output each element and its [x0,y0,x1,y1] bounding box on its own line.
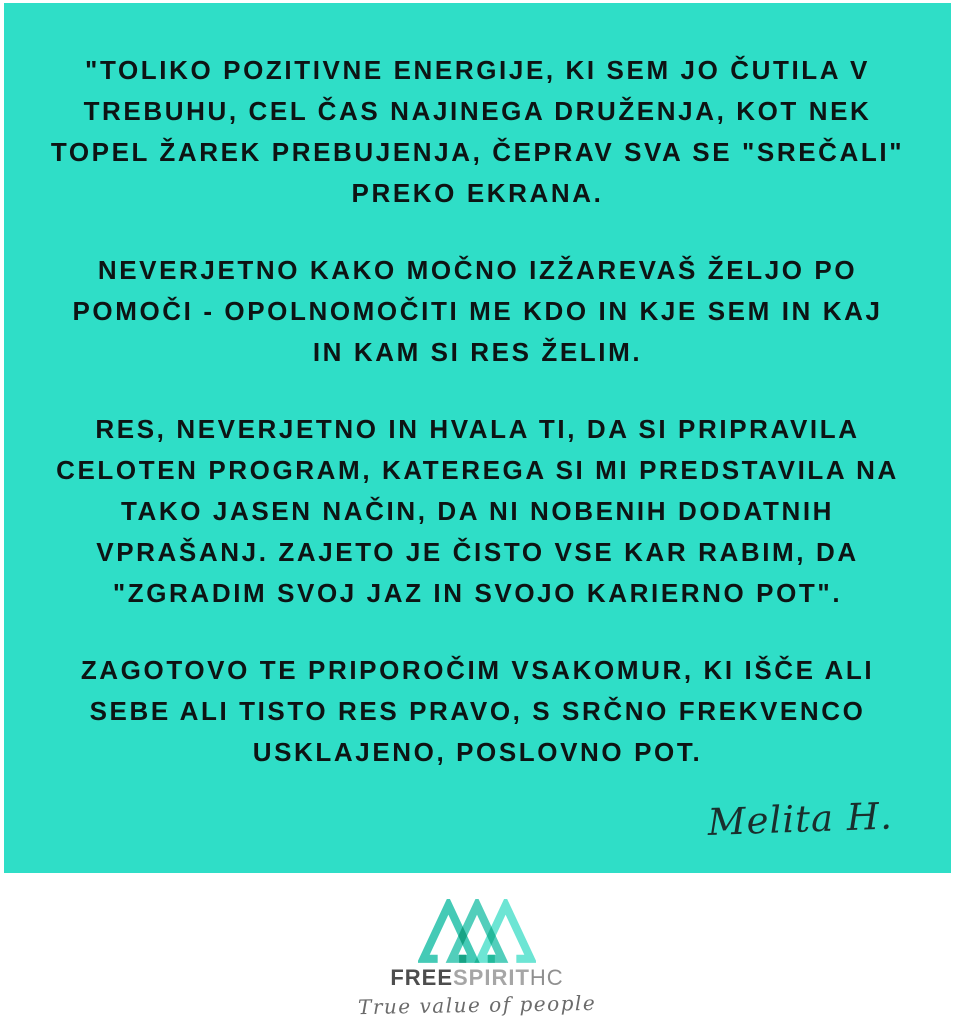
quote-line: IN KAM SI RES ŽELIM. [312,337,643,367]
quote-paragraph-2 [4,250,951,373]
quote-line: PREKO EKRANA. [351,178,604,208]
brand-name-hc: HC [529,965,564,990]
quote-line: USKLAJENO, POSLOVNO POT. [252,737,703,767]
quote-line: TAKO JASEN NAČIN, DA NI NOBENIH DODATNIH [120,496,835,526]
quote-line: POMOČI - OPOLNOMOČITI ME KDO IN KJE SEM IN KAJ [72,296,883,326]
quote-panel [4,3,951,873]
mountains-icon [418,899,536,965]
brand-name-free: FREE [390,965,453,990]
quote-line: SEBE ALI TISTO RES PRAVO, S SRČNO FREKVENCO [89,696,866,726]
quote-line: CELOTEN PROGRAM, KATEREGA SI MI PREDSTAVILA NA [56,455,899,485]
quote-line: RES, NEVERJETNO IN HVALA TI, DA SI PRIPRAVILA [95,414,860,444]
quote-text [4,50,951,773]
quote-line: TREBUHU, CEL ČAS NAJINEGA DRUŽENJA, KOT NEK [83,96,872,126]
brand-tagline: True value of people [357,990,597,1020]
brand-footer [0,873,954,1024]
quote-line: ZAGOTOVO TE PRIPOROČIM VSAKOMUR, KI IŠČE ALI [80,655,875,685]
brand-name [390,966,563,990]
signature: Melita H. [706,794,894,844]
quote-line: TOPEL ŽAREK PREBUJENJA, ČEPRAV SVA SE "SREČALI" [50,137,905,167]
quote-line: "ZGRADIM SVOJ JAZ IN SVOJO KARIERNO POT". [112,578,843,608]
quote-paragraph-1 [4,50,951,214]
quote-line: NEVERJETNO KAKO MOČNO IZŽAREVAŠ ŽELJO PO [97,255,858,285]
brand-name-spirit: SPIRIT [453,965,530,990]
quote-paragraph-4 [4,650,951,773]
quote-line: "TOLIKO POZITIVNE ENERGIJE, KI SEM JO ČUTILA V [85,55,870,85]
quote-paragraph-3 [4,409,951,614]
quote-line: VPRAŠANJ. ZAJETO JE ČISTO VSE KAR RABIM, DA [96,537,859,567]
